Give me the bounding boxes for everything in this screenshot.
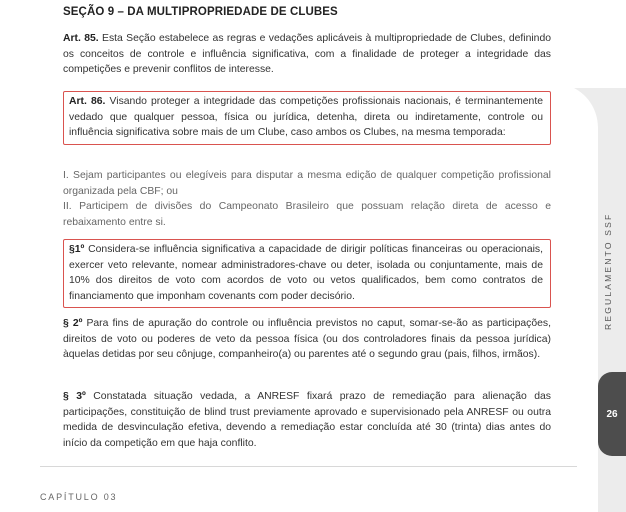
paragraph-3-label: § 3º xyxy=(63,391,86,402)
footer-divider xyxy=(40,466,577,467)
article-86-highlighted xyxy=(63,91,551,145)
article-85-label: Art. 85. xyxy=(63,33,99,44)
paragraph-3 xyxy=(63,389,551,451)
article-85 xyxy=(63,31,551,78)
section-title: SEÇÃO 9 – DA MULTIPROPRIEDADE DE CLUBES xyxy=(63,6,338,18)
paragraph-1-label: §1º xyxy=(69,244,85,255)
article-86-text: Visando proteger a integridade das competições profissionais nacionais, é terminantemente vedado que qualquer pessoa, física ou jurídica, detenha, direta ou indiretamente, controle ou influência significativa sobre mais de um Clube, caso ambos os Clubes, na mesma temporada: xyxy=(69,96,543,139)
side-document-label: REGULAMENTO SSF xyxy=(603,212,613,330)
paragraph-2-text: Para fins de apuração do controle ou influência previstos no caput, somar-se-ão as participações, direitos de voto ou poderes de veto da pessoa física (ou dos controladores finais da pessoa jurídica) àquelas detidas por seu cônjuge, companheiro(a) ou parentes até o segundo grau (pais, filhos, irmãos). xyxy=(63,318,551,361)
page-number-badge: 26 xyxy=(598,372,626,456)
paragraph-1-highlighted xyxy=(63,239,551,308)
item-1: I. Sejam participantes ou elegíveis para disputar a mesma edição de qualquer competição profissional organizada pela CBF; ou xyxy=(63,170,551,197)
side-tab-curve xyxy=(574,88,598,128)
item-2: II. Participem de divisões do Campeonato Brasileiro que possuam relação direta de acesso e rebaixamento entre si. xyxy=(63,201,551,228)
article-86-label: Art. 86. xyxy=(69,96,106,107)
paragraph-2 xyxy=(63,316,551,363)
article-86-items xyxy=(63,168,551,230)
paragraph-1-text: Considera-se influência significativa a capacidade de dirigir políticas financeiras ou operacionais, exercer veto relevante, nomear administradores-chave ou deter, isolada ou conjuntamente, mais de 10% dos direitos de voto com acordos de voto ou vetos qualificados, bem como contratos de financiamento que imponham covenants com poder decisório. xyxy=(69,244,543,302)
chapter-label: CAPÍTULO 03 xyxy=(40,492,118,502)
article-85-text: Esta Seção estabelece as regras e vedações aplicáveis à multipropriedade de Clubes, definindo os conceitos de controle e influência significativa, com a finalidade de proteger a integridade das competições e prevenir conflitos de interesse. xyxy=(63,33,551,76)
paragraph-2-label: § 2º xyxy=(63,318,83,329)
paragraph-3-text: Constatada situação vedada, a ANRESF fixará prazo de remediação para alienação das participações, constituição de blind trust previamente aprovado e supervisionado pela ANRESF ou outra medida de desvinculação efetiva, devendo a remediação estar concluída até 30 (trinta) dias antes do início da competição em que haja conflito. xyxy=(63,391,551,449)
